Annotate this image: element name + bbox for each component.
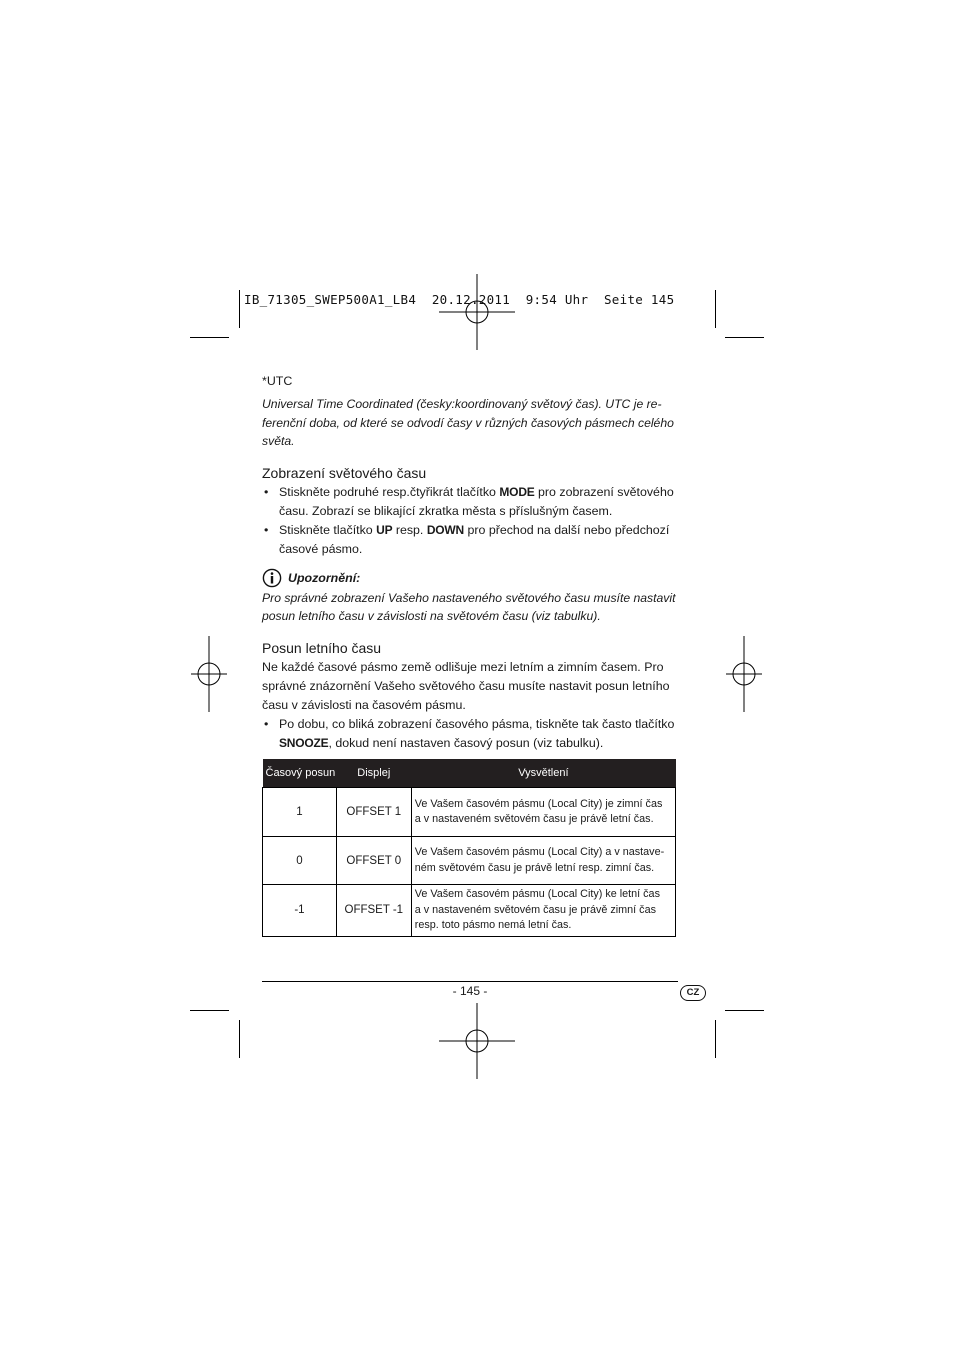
utc-line: světa.	[262, 434, 295, 448]
bullet-icon: •	[264, 522, 269, 537]
crop-mark	[239, 1020, 240, 1058]
button-keyword: SNOOZE	[279, 735, 329, 750]
table-row	[263, 837, 676, 885]
bullet-text: Stiskněte podruhé resp.čtyřikrát tlačítko	[279, 484, 500, 499]
bullet-text: Po dobu, co bliká zobrazení časového pásma, tiskněte tak často tlačítko	[279, 716, 675, 731]
section-title-world-time: Zobrazení světového času	[262, 464, 427, 481]
crop-mark	[190, 337, 229, 338]
cell-display: OFFSET 1	[336, 788, 411, 837]
crop-mark	[239, 290, 240, 328]
bullet-text: Stiskněte tlačítko	[279, 522, 377, 537]
button-keyword: UP	[376, 522, 393, 537]
print-slug: IB_71305_SWEP500A1_LB4 20.12.2011 9:54 Uhr Seite 145	[244, 292, 675, 307]
page-content	[262, 372, 678, 753]
paragraph-line: Ne každé časové pásmo země odlišuje mezi letním a zimním časem. Pro	[262, 659, 664, 674]
button-keyword: DOWN	[426, 522, 465, 537]
info-icon	[262, 568, 282, 588]
crop-mark	[715, 1020, 716, 1058]
column-header-display: Displej	[336, 759, 411, 788]
explanation-line: Ve Vašem časovém pásmu (Local City) je zimní čas	[414, 797, 663, 810]
cell-shift: -1	[263, 885, 337, 937]
cell-display: OFFSET -1	[336, 885, 411, 937]
bullet-text: resp.	[392, 522, 427, 537]
crosshair-registration-icon	[706, 636, 782, 712]
explanation-line: ném světovém času je právě letní resp. zimní čas.	[414, 861, 655, 874]
utc-line: ferenční doba, od které se odvodí časy v různých časových pásmech celého	[262, 415, 674, 430]
table-header-row	[263, 759, 676, 788]
note-line: posun letního času v závislosti na světovém času (viz tabulku).	[262, 609, 601, 623]
list-item	[262, 483, 678, 521]
explanation-line: Ve Vašem časovém pásmu (Local City) a v nastave-	[414, 846, 665, 858]
explanation-line: a v nastaveném světovém času je právě letní čas.	[414, 813, 654, 825]
explanation-line: a v nastaveném světovém času je právě zimní čas	[414, 903, 656, 916]
crop-mark	[725, 1010, 764, 1011]
note-line: Pro správné zobrazení Vašeho nastaveného světového času musíte nastavit	[262, 590, 676, 605]
bullet-text: pro zobrazení světového	[534, 484, 674, 499]
page-number: - 145 -	[452, 984, 488, 998]
bullet-icon: •	[264, 716, 269, 731]
note-title: Upozornění:	[288, 570, 361, 585]
country-badge: CZ	[680, 985, 706, 1001]
crop-mark	[190, 1010, 229, 1011]
paragraph-line: času v závislosti na časovém pásmu.	[262, 697, 466, 712]
bullet-text: pro přechod na další nebo předchozí	[464, 522, 670, 537]
cell-shift: 0	[263, 837, 337, 885]
bullet-text: , dokud není nastaven časový posun (viz tabulku).	[328, 735, 604, 750]
bullet-text: časové pásmo.	[279, 541, 363, 556]
utc-line: Universal Time Coordinated (česky:koordinovaný světový čas). UTC je re-	[262, 397, 662, 411]
table-row	[263, 788, 676, 837]
cell-explanation	[411, 837, 675, 885]
cell-display: OFFSET 0	[336, 837, 411, 885]
table-row	[263, 885, 676, 937]
crosshair-registration-icon	[439, 1003, 515, 1079]
utc-heading: *UTC	[262, 374, 293, 388]
cell-explanation	[411, 788, 675, 837]
bullet-icon: •	[264, 484, 269, 499]
footer-divider	[262, 981, 678, 982]
explanation-line: resp. toto pásmo nemá letní čas.	[414, 919, 572, 931]
crop-mark	[715, 290, 716, 328]
paragraph-line: správné znázornění Vašeho světového času musíte nastavit posun letního	[262, 678, 670, 693]
cell-explanation	[411, 885, 675, 937]
section-title-dst: Posun letního času	[262, 639, 382, 656]
cell-shift: 1	[263, 788, 337, 837]
bullet-text: času. Zobrazí se blikající zkratka města s příslušným časem.	[279, 503, 613, 518]
explanation-line: Ve Vašem časovém pásmu (Local City) ke letní čas	[414, 888, 660, 900]
offset-table	[262, 759, 676, 937]
crop-mark	[725, 337, 764, 338]
column-header-explanation: Vysvětlení	[411, 759, 675, 788]
list-item	[262, 715, 678, 753]
button-keyword: MODE	[499, 484, 535, 499]
crosshair-registration-icon	[171, 636, 247, 712]
column-header-shift: Časový posun	[263, 759, 337, 788]
crosshair-registration-icon	[439, 274, 515, 350]
list-item	[262, 521, 678, 559]
note-header	[262, 567, 678, 589]
